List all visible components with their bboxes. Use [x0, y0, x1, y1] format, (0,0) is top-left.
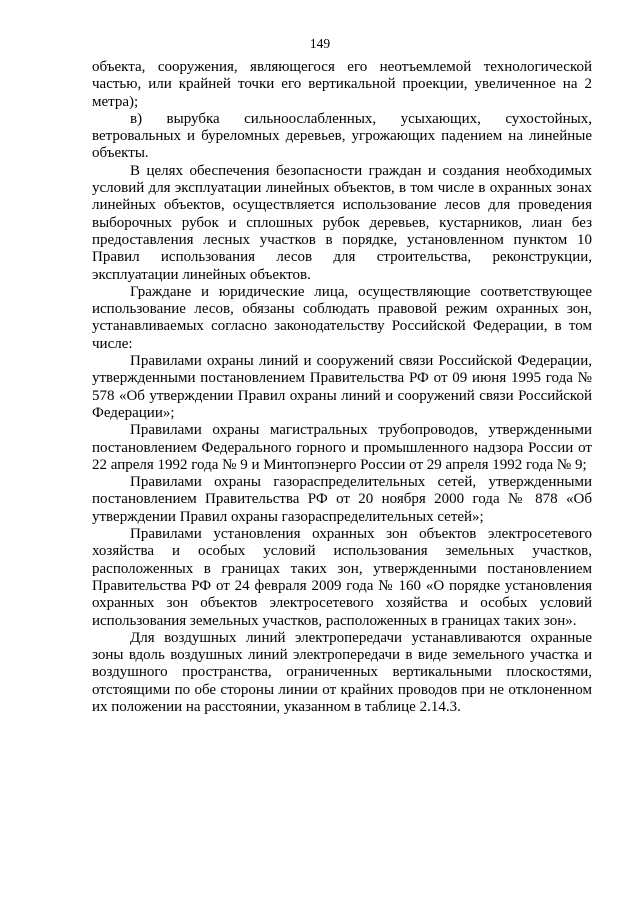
paragraph-rules-gas: Правилами охраны газораспределительных сетей, утвержденными постановлением Правительства РФ от 20 ноября 2000 года № 878 «Об утверждении Правил охраны газораспределительных сетей»; — [92, 474, 592, 525]
page-body — [92, 59, 592, 716]
paragraph-list-item-v: в) вырубка сильноослабленных, усыхающих, сухостойных, ветровальных и буреломных деревьев, угрожающих падением на линейные объекты. — [92, 110, 592, 162]
paragraph-legal-regime: Граждане и юридические лица, осуществляющие соответствующее использование лесов, обязаны соблюдать правовой режим охранных зон, устанавливаемых согласно законодательству Российской Федерации, в том числе: — [92, 283, 592, 352]
paragraph-power-lines-zones: Для воздушных линий электропередачи устанавливаются охранные зоны вдоль воздушных линий электропередачи в виде земельного участка и воздушного пространства, ограниченных вертикальными плоскостями, отстоящими по обе стороны линии от крайних проводов при не отклоненном их положении на расстоянии, указанном в таблице 2.14.3. — [92, 629, 592, 715]
paragraph-rules-communication: Правилами охраны линий и сооружений связи Российской Федерации, утвержденными постановлением Правительства РФ от 09 июня 1995 года № 578 «Об утверждении Правил охраны линий и сооружений связи Российской Федерации»; — [92, 353, 592, 421]
paragraph-rules-power: Правилами установления охранных зон объектов электросетевого хозяйства и особых условий использования земельных участков, расположенных в границах таких зон, утвержденными постановлением Правительства РФ от 24 февраля 2009 года № 160 «О порядке установления охранных зон объектов электросетевого хозяйства и особых условий использования земельных участков, расположенных в границах таких зон». — [92, 526, 592, 629]
page-number: 149 — [309, 36, 331, 51]
paragraph-safety-felling: В целях обеспечения безопасности граждан и создания необходимых условий для эксплуатации линейных объектов, в том числе в охранных зонах линейных объектов, осуществляется использование лесов для проведения выборочных рубок и сплошных рубок деревьев, кустарников, лиан без предоставления лесных участков в порядке, установленном пунктом 10 Правил использования лесов для строительства, реконструкции, эксплуатации линейных объектов. — [92, 162, 592, 283]
paragraph-rules-pipelines: Правилами охраны магистральных трубопроводов, утвержденными постановлением Федерального горного и промышленного надзора России от 22 апреля 1992 года № 9 и Минтопэнерго России от 29 апреля 1992 года № 9; — [92, 422, 592, 473]
paragraph-continuation: объекта, сооружения, являющегося его неотъемлемой технологической частью, или крайней точки его вертикальной проекции, увеличенное на 2 метра); — [92, 59, 592, 110]
